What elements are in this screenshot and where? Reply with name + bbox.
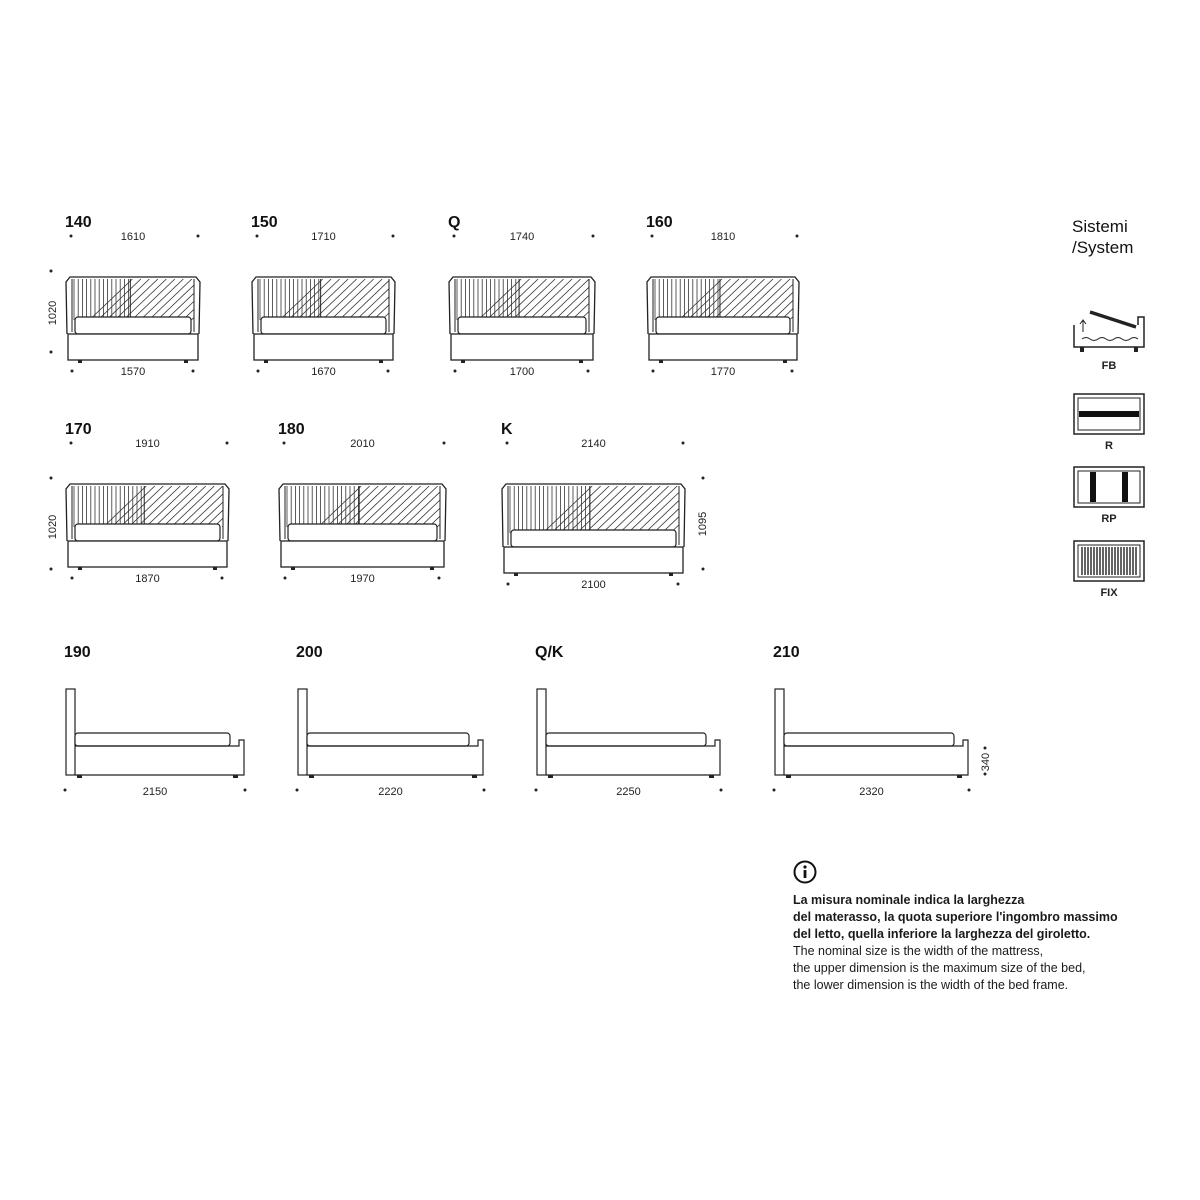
bed-foot — [264, 360, 268, 363]
bed-foot — [783, 360, 787, 363]
bed-frame — [68, 334, 198, 360]
note-it-line-3: del letto, quella inferiore la larghezza del giroletto. — [793, 927, 1091, 941]
dimension-dot — [791, 370, 794, 373]
system-icons — [1074, 312, 1144, 599]
overall-width-label: 2140 — [581, 438, 606, 450]
dimension-dot — [192, 370, 195, 373]
system-code-label: R — [1105, 440, 1113, 452]
dimension-dot — [506, 442, 509, 445]
front-view-180 — [278, 421, 489, 585]
side-height-dimension — [980, 747, 992, 776]
mattress — [75, 524, 220, 541]
dimension-dot — [454, 370, 457, 373]
side-mattress — [75, 733, 230, 746]
dimension-dot — [535, 789, 538, 792]
mattress — [656, 317, 790, 334]
bed-frame — [281, 541, 444, 567]
front-views — [47, 214, 841, 591]
height-label: 1020 — [47, 514, 59, 540]
height-label: 1095 — [697, 511, 709, 537]
dimension-dot — [71, 577, 74, 580]
bed-foot — [78, 360, 82, 363]
dimension-dot — [443, 442, 446, 445]
length-label: 2320 — [859, 786, 884, 798]
front-view-170 — [65, 421, 265, 585]
dimension-dot — [438, 577, 441, 580]
bed-foot — [659, 360, 663, 363]
bed-foot — [514, 573, 518, 576]
headboard-quilting — [260, 279, 433, 320]
front-view-160 — [646, 214, 841, 378]
headboard-quilting — [74, 279, 243, 320]
dimension-dot — [677, 583, 680, 586]
bed-frame — [68, 541, 227, 567]
bed-foot — [461, 360, 465, 363]
side-foot — [548, 775, 553, 778]
headboard-quilting — [457, 279, 632, 320]
system-code-label: FB — [1101, 360, 1117, 372]
dimension-dot — [70, 442, 73, 445]
side-foot — [472, 775, 477, 778]
size-label: 200 — [296, 644, 323, 661]
side-foot — [77, 775, 82, 778]
mattress — [288, 524, 437, 541]
frame-width-label: 1670 — [311, 366, 336, 378]
dimension-dot — [392, 235, 395, 238]
dimension-dot — [50, 270, 53, 273]
note-en-line-1: The nominal size is the width of the mattress, — [793, 944, 1044, 958]
front-view-140 — [65, 214, 243, 378]
front-view-Q — [448, 214, 632, 378]
size-label: 210 — [773, 644, 800, 661]
size-label: 150 — [251, 214, 278, 231]
bed-frame — [504, 547, 683, 573]
bed-frame — [254, 334, 393, 360]
overall-width-label: 1910 — [135, 438, 160, 450]
bed-frame — [649, 334, 797, 360]
dimension-dot — [682, 442, 685, 445]
length-label: 2250 — [616, 786, 641, 798]
mattress — [261, 317, 386, 334]
slatted-base-with-pads-icon — [1074, 467, 1144, 525]
dimension-dot — [483, 789, 486, 792]
frame-width-label: 2100 — [581, 579, 606, 591]
length-label: 2220 — [378, 786, 403, 798]
size-label: Q — [448, 214, 461, 231]
size-label: 140 — [65, 214, 92, 231]
note-en-line-3: the lower dimension is the width of the bed frame. — [793, 978, 1069, 992]
headboard-quilting — [74, 486, 265, 527]
side-headboard — [537, 689, 546, 775]
frame-width-label: 1700 — [509, 366, 535, 378]
side-headboard — [775, 689, 784, 775]
side-foot — [233, 775, 238, 778]
dimension-dot — [244, 789, 247, 792]
size-label: K — [501, 421, 513, 438]
dimension-dot — [256, 235, 259, 238]
bed-frame — [451, 334, 593, 360]
length-label: 2150 — [142, 786, 168, 798]
dimension-dot — [651, 235, 654, 238]
bed-foot — [669, 573, 673, 576]
side-headboard — [66, 689, 75, 775]
side-headboard — [298, 689, 307, 775]
front-view-K — [501, 421, 728, 591]
lift-storage-icon — [1074, 312, 1144, 372]
dimension-dot — [968, 789, 971, 792]
overall-width-label: 1810 — [710, 231, 736, 243]
side-view-190 — [64, 644, 247, 798]
systems-title-en: /System — [1072, 238, 1134, 257]
dimension-dot — [387, 370, 390, 373]
system-code-label: RP — [1101, 513, 1117, 525]
mattress — [458, 317, 586, 334]
side-view-210 — [773, 644, 971, 798]
overall-width-label: 1710 — [311, 231, 336, 243]
info-icon — [793, 860, 817, 884]
bed-foot — [579, 360, 583, 363]
frame-width-label: 1870 — [135, 573, 160, 585]
slatted-base-icon — [1074, 394, 1144, 452]
system-code-label: FIX — [1100, 587, 1118, 599]
headboard-quilting — [287, 486, 489, 527]
overall-width-label: 1610 — [120, 231, 146, 243]
dimension-dot — [50, 477, 53, 480]
dimension-dot — [64, 789, 67, 792]
side-foot — [786, 775, 791, 778]
dimension-dot — [50, 351, 53, 354]
side-view-200 — [296, 644, 486, 798]
side-mattress — [307, 733, 469, 746]
side-foot — [709, 775, 714, 778]
dimension-dot — [226, 442, 229, 445]
side-foot — [957, 775, 962, 778]
mattress — [75, 317, 191, 334]
frame-width-label: 1970 — [350, 573, 375, 585]
size-label: 170 — [65, 421, 92, 438]
dimension-dot — [257, 370, 260, 373]
dimension-dot — [592, 235, 595, 238]
side-foot — [309, 775, 314, 778]
dimension-dot — [453, 235, 456, 238]
systems-title — [1072, 216, 1133, 258]
front-view-150 — [251, 214, 433, 378]
bed-foot — [291, 567, 295, 570]
dimension-dot — [70, 235, 73, 238]
dimension-dot — [283, 442, 286, 445]
overall-width-label: 2010 — [350, 438, 375, 450]
size-label: 160 — [646, 214, 673, 231]
size-label: 180 — [278, 421, 305, 438]
systems-title-it: Sistemi — [1072, 217, 1128, 236]
overall-width-label: 1740 — [509, 231, 535, 243]
side-views — [64, 644, 993, 798]
info-note — [793, 860, 1173, 994]
dimension-dot — [773, 789, 776, 792]
note-en-line-2: the upper dimension is the maximum size of the bed, — [793, 961, 1086, 975]
note-it-line-2: del materasso, la quota superiore l'ingombro massimo — [793, 910, 1118, 924]
headboard-quilting — [655, 279, 841, 320]
dimension-dot — [587, 370, 590, 373]
dimension-dot — [796, 235, 799, 238]
dimension-dot — [221, 577, 224, 580]
size-label: Q/K — [535, 644, 564, 661]
frame-width-label: 1570 — [120, 366, 146, 378]
side-mattress — [546, 733, 706, 746]
bed-foot — [379, 360, 383, 363]
bed-foot — [184, 360, 188, 363]
dimension-dot — [984, 773, 987, 776]
dimension-dot — [507, 583, 510, 586]
note-it-line-1: La misura nominale indica la larghezza — [793, 893, 1025, 907]
headboard-quilting — [510, 486, 728, 533]
height-label: 1020 — [47, 300, 59, 326]
dimension-dot — [652, 370, 655, 373]
dimension-dot — [197, 235, 200, 238]
dimension-dot — [50, 568, 53, 571]
dimension-dot — [702, 477, 705, 480]
dimension-dot — [71, 370, 74, 373]
dimension-dot — [284, 577, 287, 580]
dimension-dot — [296, 789, 299, 792]
bed-foot — [213, 567, 217, 570]
bed-foot — [78, 567, 82, 570]
bed-foot — [430, 567, 434, 570]
size-label: 190 — [64, 644, 91, 661]
side-height-label: 340 — [980, 752, 992, 772]
fixed-slats-icon — [1074, 541, 1144, 599]
dimension-dot — [720, 789, 723, 792]
dimension-dot — [984, 747, 987, 750]
dimension-dot — [702, 568, 705, 571]
mattress — [511, 530, 676, 547]
side-view-Q-K — [535, 644, 723, 798]
side-mattress — [784, 733, 954, 746]
frame-width-label: 1770 — [710, 366, 736, 378]
